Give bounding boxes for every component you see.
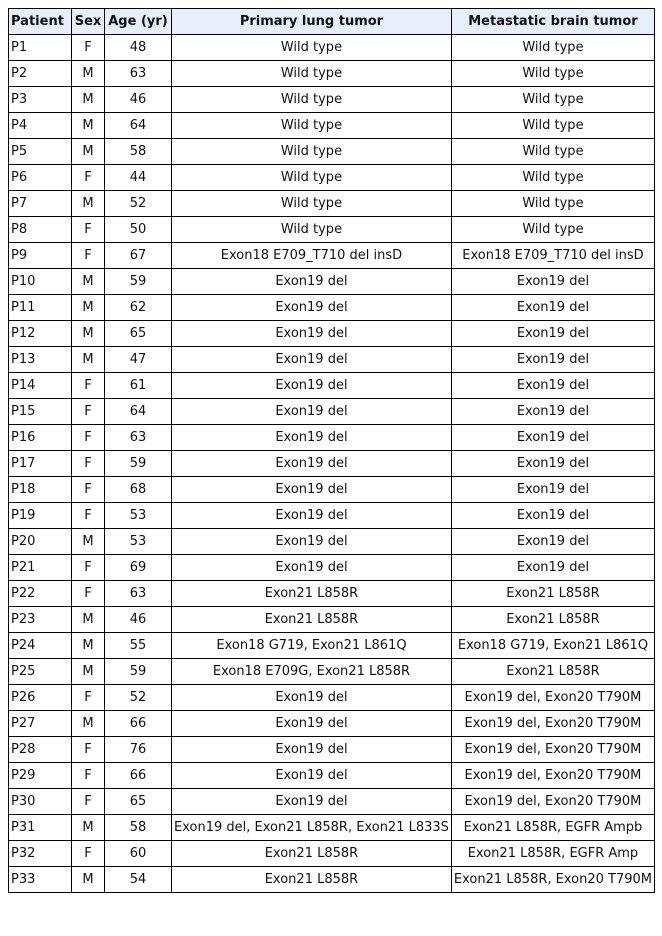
cell-primary-lung-tumor: Wild type (172, 139, 452, 165)
cell-age: 67 (105, 243, 172, 269)
cell-sex: F (72, 165, 105, 191)
cell-sex: F (72, 451, 105, 477)
cell-primary-lung-tumor: Exon19 del (172, 711, 452, 737)
header-metastatic-brain-tumor: Metastatic brain tumor (451, 9, 654, 35)
cell-sex: F (72, 217, 105, 243)
cell-primary-lung-tumor: Wild type (172, 113, 452, 139)
cell-age: 53 (105, 529, 172, 555)
cell-patient: P21 (9, 555, 72, 581)
cell-patient: P14 (9, 373, 72, 399)
cell-sex: M (72, 659, 105, 685)
table-row (9, 503, 655, 529)
cell-primary-lung-tumor: Exon19 del (172, 295, 452, 321)
cell-sex: M (72, 61, 105, 87)
table-row (9, 61, 655, 87)
cell-patient: P2 (9, 61, 72, 87)
cell-age: 52 (105, 685, 172, 711)
cell-primary-lung-tumor: Wild type (172, 35, 452, 61)
cell-sex: M (72, 607, 105, 633)
mutation-table (8, 8, 655, 893)
cell-age: 46 (105, 87, 172, 113)
cell-primary-lung-tumor: Exon19 del (172, 425, 452, 451)
cell-age: 66 (105, 763, 172, 789)
cell-patient: P26 (9, 685, 72, 711)
cell-metastatic-brain-tumor: Wild type (451, 87, 654, 113)
cell-patient: P33 (9, 867, 72, 893)
table-row (9, 867, 655, 893)
cell-age: 65 (105, 321, 172, 347)
cell-metastatic-brain-tumor: Exon19 del (451, 555, 654, 581)
cell-metastatic-brain-tumor: Exon19 del (451, 477, 654, 503)
cell-age: 62 (105, 295, 172, 321)
cell-sex: M (72, 87, 105, 113)
cell-age: 65 (105, 789, 172, 815)
cell-patient: P8 (9, 217, 72, 243)
cell-patient: P32 (9, 841, 72, 867)
cell-age: 59 (105, 659, 172, 685)
cell-sex: M (72, 321, 105, 347)
cell-metastatic-brain-tumor: Exon19 del (451, 503, 654, 529)
cell-primary-lung-tumor: Exon19 del (172, 269, 452, 295)
cell-age: 76 (105, 737, 172, 763)
table-row (9, 87, 655, 113)
cell-primary-lung-tumor: Exon21 L858R (172, 841, 452, 867)
cell-patient: P13 (9, 347, 72, 373)
cell-sex: M (72, 269, 105, 295)
cell-primary-lung-tumor: Exon19 del (172, 399, 452, 425)
table-row (9, 581, 655, 607)
cell-age: 64 (105, 399, 172, 425)
table-row (9, 737, 655, 763)
cell-sex: M (72, 711, 105, 737)
cell-patient: P6 (9, 165, 72, 191)
cell-patient: P18 (9, 477, 72, 503)
table-row (9, 269, 655, 295)
cell-primary-lung-tumor: Exon19 del (172, 737, 452, 763)
cell-age: 47 (105, 347, 172, 373)
cell-sex: F (72, 503, 105, 529)
cell-patient: P12 (9, 321, 72, 347)
cell-sex: M (72, 139, 105, 165)
cell-age: 58 (105, 139, 172, 165)
cell-sex: F (72, 737, 105, 763)
cell-primary-lung-tumor: Wild type (172, 61, 452, 87)
cell-metastatic-brain-tumor: Exon19 del (451, 425, 654, 451)
table-row (9, 295, 655, 321)
header-age: Age (yr) (105, 9, 172, 35)
cell-primary-lung-tumor: Exon19 del, Exon21 L858R, Exon21 L833S (172, 815, 452, 841)
cell-sex: F (72, 581, 105, 607)
cell-metastatic-brain-tumor: Exon21 L858R, EGFR Ampb (451, 815, 654, 841)
cell-primary-lung-tumor: Wild type (172, 191, 452, 217)
cell-age: 53 (105, 503, 172, 529)
table-row (9, 373, 655, 399)
cell-metastatic-brain-tumor: Exon21 L858R, Exon20 T790M (451, 867, 654, 893)
table-row (9, 685, 655, 711)
cell-primary-lung-tumor: Exon19 del (172, 763, 452, 789)
table-row (9, 139, 655, 165)
cell-primary-lung-tumor: Exon21 L858R (172, 581, 452, 607)
table-row (9, 347, 655, 373)
table-row (9, 529, 655, 555)
cell-metastatic-brain-tumor: Exon19 del, Exon20 T790M (451, 789, 654, 815)
cell-patient: P28 (9, 737, 72, 763)
cell-primary-lung-tumor: Exon19 del (172, 373, 452, 399)
table-row (9, 191, 655, 217)
cell-sex: M (72, 815, 105, 841)
cell-sex: F (72, 841, 105, 867)
cell-age: 46 (105, 607, 172, 633)
table-row (9, 451, 655, 477)
cell-primary-lung-tumor: Exon21 L858R (172, 607, 452, 633)
cell-primary-lung-tumor: Wild type (172, 165, 452, 191)
cell-primary-lung-tumor: Exon21 L858R (172, 867, 452, 893)
cell-patient: P10 (9, 269, 72, 295)
table-header-row (9, 9, 655, 35)
cell-age: 52 (105, 191, 172, 217)
table-row (9, 711, 655, 737)
cell-patient: P22 (9, 581, 72, 607)
table-row (9, 425, 655, 451)
cell-primary-lung-tumor: Exon19 del (172, 477, 452, 503)
table-body (9, 35, 655, 893)
table-row (9, 633, 655, 659)
cell-sex: F (72, 763, 105, 789)
cell-sex: M (72, 867, 105, 893)
header-primary-lung-tumor: Primary lung tumor (172, 9, 452, 35)
cell-patient: P16 (9, 425, 72, 451)
cell-metastatic-brain-tumor: Wild type (451, 217, 654, 243)
cell-patient: P20 (9, 529, 72, 555)
cell-patient: P27 (9, 711, 72, 737)
cell-age: 48 (105, 35, 172, 61)
cell-metastatic-brain-tumor: Exon18 G719, Exon21 L861Q (451, 633, 654, 659)
table-row (9, 607, 655, 633)
cell-patient: P7 (9, 191, 72, 217)
table-row (9, 321, 655, 347)
cell-patient: P31 (9, 815, 72, 841)
table-row (9, 399, 655, 425)
cell-sex: M (72, 113, 105, 139)
cell-sex: M (72, 347, 105, 373)
cell-sex: F (72, 555, 105, 581)
cell-primary-lung-tumor: Wild type (172, 217, 452, 243)
table-row (9, 35, 655, 61)
cell-patient: P11 (9, 295, 72, 321)
table-row (9, 243, 655, 269)
table-row (9, 659, 655, 685)
cell-sex: M (72, 295, 105, 321)
cell-sex: F (72, 789, 105, 815)
cell-age: 66 (105, 711, 172, 737)
cell-metastatic-brain-tumor: Wild type (451, 165, 654, 191)
cell-age: 44 (105, 165, 172, 191)
cell-age: 63 (105, 425, 172, 451)
cell-age: 59 (105, 451, 172, 477)
cell-primary-lung-tumor: Exon18 E709G, Exon21 L858R (172, 659, 452, 685)
cell-primary-lung-tumor: Exon19 del (172, 685, 452, 711)
cell-age: 69 (105, 555, 172, 581)
cell-primary-lung-tumor: Exon19 del (172, 451, 452, 477)
cell-primary-lung-tumor: Exon19 del (172, 503, 452, 529)
cell-metastatic-brain-tumor: Wild type (451, 61, 654, 87)
cell-metastatic-brain-tumor: Exon19 del (451, 529, 654, 555)
cell-sex: M (72, 529, 105, 555)
table-row (9, 789, 655, 815)
cell-sex: F (72, 685, 105, 711)
cell-primary-lung-tumor: Exon18 G719, Exon21 L861Q (172, 633, 452, 659)
cell-age: 54 (105, 867, 172, 893)
cell-sex: F (72, 399, 105, 425)
cell-age: 60 (105, 841, 172, 867)
cell-metastatic-brain-tumor: Exon19 del, Exon20 T790M (451, 737, 654, 763)
cell-patient: P24 (9, 633, 72, 659)
cell-age: 63 (105, 581, 172, 607)
cell-patient: P30 (9, 789, 72, 815)
cell-metastatic-brain-tumor: Wild type (451, 191, 654, 217)
cell-metastatic-brain-tumor: Exon19 del (451, 295, 654, 321)
cell-metastatic-brain-tumor: Exon19 del (451, 399, 654, 425)
cell-age: 55 (105, 633, 172, 659)
cell-metastatic-brain-tumor: Wild type (451, 113, 654, 139)
cell-metastatic-brain-tumor: Exon19 del (451, 373, 654, 399)
cell-metastatic-brain-tumor: Exon19 del (451, 269, 654, 295)
cell-metastatic-brain-tumor: Exon21 L858R (451, 659, 654, 685)
cell-age: 63 (105, 61, 172, 87)
cell-patient: P5 (9, 139, 72, 165)
cell-metastatic-brain-tumor: Wild type (451, 139, 654, 165)
cell-metastatic-brain-tumor: Exon19 del (451, 347, 654, 373)
cell-metastatic-brain-tumor: Exon21 L858R (451, 581, 654, 607)
cell-metastatic-brain-tumor: Exon21 L858R, EGFR Amp (451, 841, 654, 867)
cell-patient: P25 (9, 659, 72, 685)
cell-sex: F (72, 373, 105, 399)
cell-patient: P9 (9, 243, 72, 269)
cell-age: 68 (105, 477, 172, 503)
cell-primary-lung-tumor: Exon19 del (172, 529, 452, 555)
cell-metastatic-brain-tumor: Exon19 del, Exon20 T790M (451, 711, 654, 737)
cell-metastatic-brain-tumor: Exon21 L858R (451, 607, 654, 633)
cell-sex: M (72, 633, 105, 659)
header-patient: Patient (9, 9, 72, 35)
cell-patient: P17 (9, 451, 72, 477)
cell-metastatic-brain-tumor: Exon19 del, Exon20 T790M (451, 685, 654, 711)
cell-metastatic-brain-tumor: Exon19 del (451, 451, 654, 477)
table-row (9, 217, 655, 243)
cell-patient: P23 (9, 607, 72, 633)
cell-metastatic-brain-tumor: Exon19 del, Exon20 T790M (451, 763, 654, 789)
table-row (9, 763, 655, 789)
cell-patient: P19 (9, 503, 72, 529)
cell-patient: P4 (9, 113, 72, 139)
cell-metastatic-brain-tumor: Exon19 del (451, 321, 654, 347)
header-sex: Sex (72, 9, 105, 35)
table-row (9, 113, 655, 139)
table-row (9, 477, 655, 503)
cell-sex: F (72, 35, 105, 61)
cell-sex: M (72, 191, 105, 217)
cell-age: 58 (105, 815, 172, 841)
cell-primary-lung-tumor: Exon19 del (172, 321, 452, 347)
cell-metastatic-brain-tumor: Wild type (451, 35, 654, 61)
cell-primary-lung-tumor: Exon19 del (172, 347, 452, 373)
cell-primary-lung-tumor: Wild type (172, 87, 452, 113)
cell-metastatic-brain-tumor: Exon18 E709_T710 del insD (451, 243, 654, 269)
cell-primary-lung-tumor: Exon18 E709_T710 del insD (172, 243, 452, 269)
cell-patient: P29 (9, 763, 72, 789)
cell-primary-lung-tumor: Exon19 del (172, 555, 452, 581)
cell-sex: F (72, 425, 105, 451)
cell-patient: P1 (9, 35, 72, 61)
cell-sex: F (72, 477, 105, 503)
cell-sex: F (72, 243, 105, 269)
cell-patient: P15 (9, 399, 72, 425)
cell-age: 59 (105, 269, 172, 295)
cell-patient: P3 (9, 87, 72, 113)
cell-age: 50 (105, 217, 172, 243)
table-row (9, 555, 655, 581)
table-row (9, 815, 655, 841)
cell-age: 64 (105, 113, 172, 139)
table-row (9, 841, 655, 867)
table-row (9, 165, 655, 191)
cell-primary-lung-tumor: Exon19 del (172, 789, 452, 815)
cell-age: 61 (105, 373, 172, 399)
